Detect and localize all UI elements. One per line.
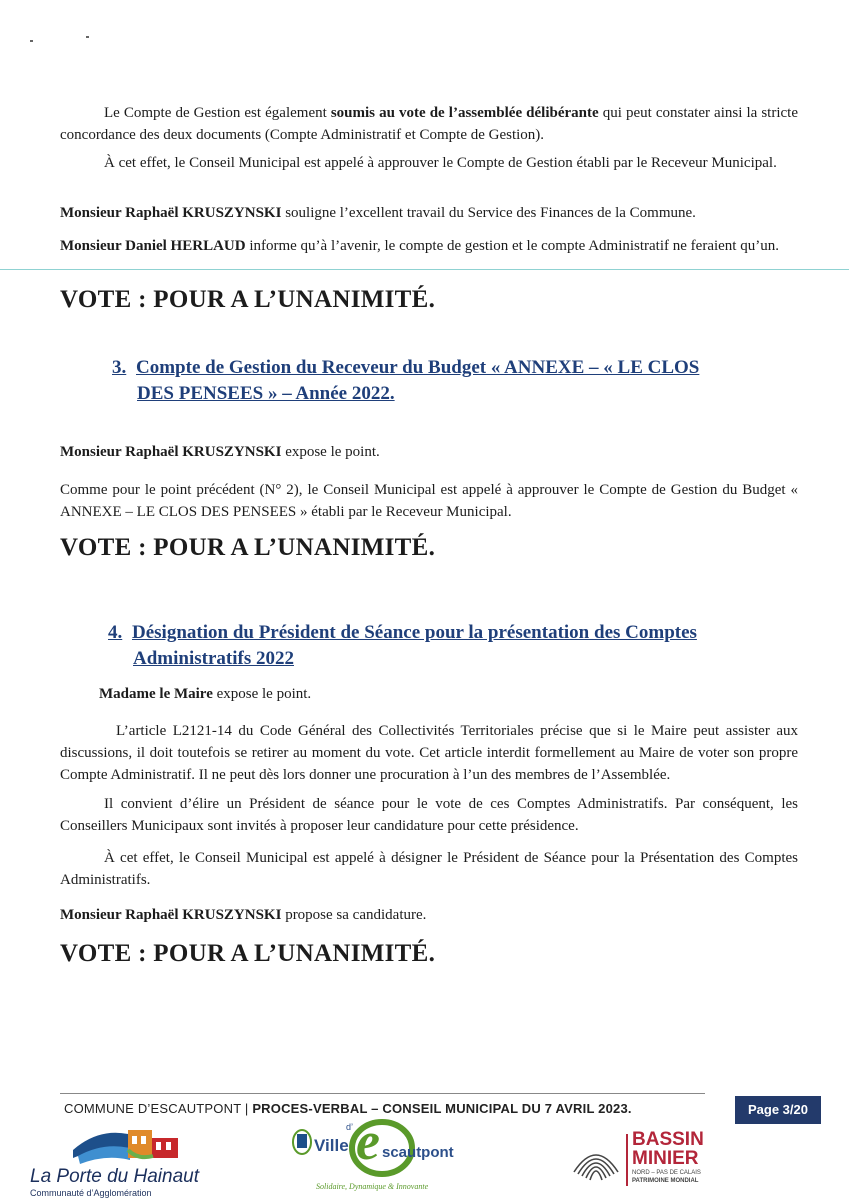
section-title-line1: Compte de Gestion du Receveur du Budget « ANNEXE – « LE CLOS	[136, 357, 700, 378]
section-number: 4.	[108, 622, 123, 643]
section-title-line2: DES PENSEES » – Année 2022.	[137, 383, 395, 404]
paragraph-maire-expose: Madame le Maire expose le point.	[99, 686, 312, 702]
paragraph-point-precedent: Comme pour le point précédent (N° 2), le Conseil Municipal est appelé à approuver le Compte de Gestion du Budget « ANNEXE – LE CLOS DES PENSEES » établi par le Receveur Municipal.	[60, 482, 798, 520]
paragraph-elire-president: Il convient d’élire un Président de séance pour le vote de ces Comptes Administratifs. Par conséquent, les Conseillers Municipaux sont invités à proposer leur candidature pour cette présidence.	[60, 796, 798, 834]
paragraph-candidature: Monsieur Raphaël KRUSZYNSKI propose sa candidature.	[60, 907, 427, 923]
escautpont-word: scautpont	[382, 1144, 454, 1161]
porte-du-hainaut-logo	[28, 1120, 238, 1198]
page-number-badge: Page 3/20	[735, 1096, 821, 1124]
bassin-divider	[626, 1134, 628, 1186]
porte-du-hainaut-name: La Porte du Hainaut	[30, 1166, 200, 1187]
ville-word: Ville	[314, 1136, 349, 1155]
porte-du-hainaut-subtitle: Communauté d’Agglomération	[30, 1188, 152, 1198]
bassin-patrimoine: PATRIMOINE MONDIAL	[632, 1178, 699, 1184]
bassin-region: NORD – PAS DE CALAIS	[632, 1170, 701, 1176]
paragraph-designer-president: À cet effet, le Conseil Municipal est appelé à désigner le Président de Séance pour la Présentation des Comptes Administratifs.	[60, 850, 798, 888]
section-heading-3	[112, 355, 782, 407]
footer-commune: COMMUNE D’ESCAUTPONT	[64, 1101, 242, 1116]
section-number: 3.	[112, 357, 127, 378]
section-heading-4	[108, 620, 798, 672]
paragraph-article-l2121: L’article L2121-14 du Code Général des Collectivités Territoriales précise que si le Maire peut assister aux discussions, il doit toutefois se retirer au moment du vote. Cet article interdit formellement au Maire de voter son propre Compte Administratif. Il ne peut dès lors donner une procuration à l’un des membres de l’Assemblée.	[60, 723, 798, 783]
bassin-minier-logo	[568, 1129, 718, 1192]
scan-speck	[30, 40, 33, 42]
escautpont-e-letter: e	[356, 1111, 380, 1171]
bassin-word: BASSIN	[632, 1129, 704, 1150]
paragraph-kruszynski-souligne: Monsieur Raphaël KRUSZYNSKI souligne l’excellent travail du Service des Finances de la Commune.	[60, 205, 696, 221]
footer-divider	[60, 1093, 705, 1094]
porte-du-hainaut-emblem-icon	[28, 1120, 238, 1168]
section-title-line2: Administratifs 2022	[133, 648, 294, 669]
minier-word: MINIER	[632, 1148, 699, 1169]
ville-apostrophe: d’	[346, 1122, 354, 1132]
escautpont-tagline: Solidaire, Dynamique & Innovante	[316, 1182, 429, 1191]
vote-result-2: VOTE : POUR A L’UNANIMITÉ.	[60, 534, 436, 561]
paragraph-herlaud-informe: Monsieur Daniel HERLAUD informe qu’à l’avenir, le compte de gestion et le compte Administratif ne feraient qu’un.	[60, 238, 779, 254]
vote-result-1: VOTE : POUR A L’UNANIMITÉ.	[60, 286, 436, 313]
scan-speck	[86, 36, 89, 38]
fingerprint-emblem-icon	[568, 1132, 624, 1188]
section-title-line1: Désignation du Président de Séance pour la présentation des Comptes	[132, 622, 697, 643]
footer-title: PROCES-VERBAL – CONSEIL MUNICIPAL DU 7 AVRIL 2023.	[252, 1101, 632, 1116]
vote-result-3: VOTE : POUR A L’UNANIMITÉ.	[60, 940, 436, 967]
scan-line	[0, 269, 849, 270]
ville-escautpont-logo	[290, 1111, 454, 1196]
footer-separator: |	[241, 1101, 253, 1116]
paragraph-approbation: À cet effet, le Conseil Municipal est appelé à approuver le Compte de Gestion établi par le Receveur Municipal.	[104, 155, 777, 171]
paragraph-expose-point: Monsieur Raphaël KRUSZYNSKI expose le point.	[60, 444, 380, 460]
paragraph-compte-gestion-vote: Le Compte de Gestion est également soumis au vote de l’assemblée délibérante qui peut constater ainsi la stricte concordance des deux documents (Compte Administratif et Compte de Gestion).	[60, 105, 798, 143]
footer-caption	[64, 1101, 632, 1116]
